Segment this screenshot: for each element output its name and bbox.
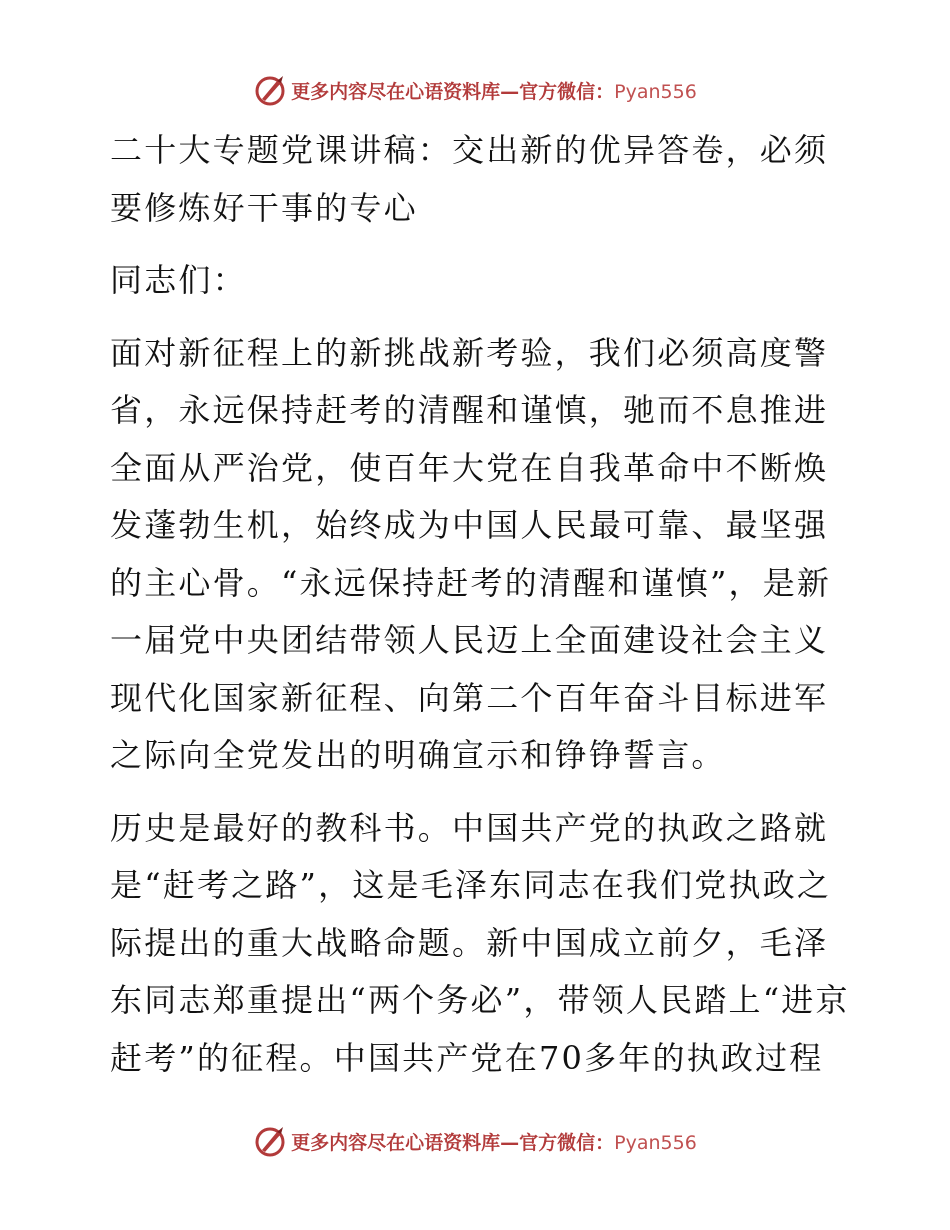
quill-logo-icon xyxy=(253,1124,287,1158)
document-title: 二十大专题党课讲稿：交出新的优异答卷，必须要修炼好干事的专心 xyxy=(110,131,829,227)
quill-logo-icon xyxy=(253,73,287,107)
banner-text: 更多内容尽在心语资料库—官方微信：Pyan556 xyxy=(291,80,697,103)
wechat-id: Pyan556 xyxy=(614,80,697,103)
greeting: 同志们： xyxy=(110,261,247,299)
document-body xyxy=(98,122,858,1102)
wechat-id: Pyan556 xyxy=(614,1131,697,1154)
banner-text: 更多内容尽在心语资料库—官方微信：Pyan556 xyxy=(291,1131,697,1154)
paragraph-1: 面对新征程上的新挑战新考验，我们必须高度警省，永远保持赶考的清醒和谨慎，驰而不息推进全面从严治党，使百年大党在自我革命中不断焕发蓬勃生机，始终成为中国人民最可靠、最坚强的主心骨。“永远保持赶考的清醒和谨慎”，是新一届党中央团结带领人民迈上全面建设社会主义现代化国家新征程、向第二个百年奋斗目标进军之际向全党发出的明确宣示和铮铮誓言。 xyxy=(110,333,832,774)
footer-watermark-banner xyxy=(0,1121,950,1161)
header-watermark-banner xyxy=(0,70,950,110)
paragraph-2: 历史是最好的教科书。中国共产党的执政之路就是“赶考之路”，这是毛泽东同志在我们党执政之际提出的重大战略命题。新中国成立前夕，毛泽东同志郑重提出“两个务必”，带领人民踏上“进京赶考”的征程。中国共产党在70多年的执政过程 xyxy=(110,808,850,1077)
